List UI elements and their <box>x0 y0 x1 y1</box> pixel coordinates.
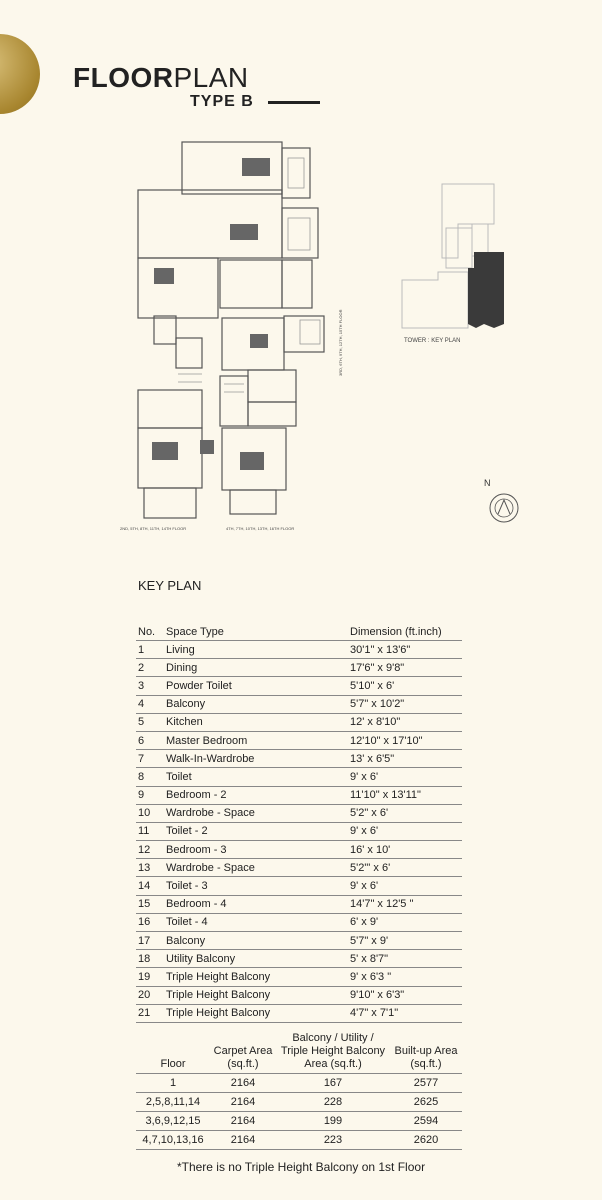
room-space-type: Master Bedroom <box>164 731 348 749</box>
gold-circle-decoration <box>0 34 40 114</box>
col-carpet-area: Carpet Area (sq.ft.) <box>210 1030 276 1074</box>
room-dimension: 14'7" x 12'5 " <box>348 895 462 913</box>
room-number: 19 <box>136 968 164 986</box>
room-space-type: Toilet - 4 <box>164 913 348 931</box>
room-space-type: Bedroom - 4 <box>164 895 348 913</box>
room-dimension: 9' x 6' <box>348 822 462 840</box>
table-row <box>136 786 462 804</box>
room-number: 10 <box>136 804 164 822</box>
area-table <box>136 1030 462 1150</box>
rooms-table-header <box>136 624 462 641</box>
builtup-area-cell: 2620 <box>390 1131 462 1150</box>
col-balcony-area: Balcony / Utility / Triple Height Balcony Area (sq.ft.) <box>276 1030 390 1074</box>
table-row <box>136 659 462 677</box>
room-dimension: 9' x 6' <box>348 877 462 895</box>
tower-key-plan <box>398 178 518 348</box>
subtitle-underline <box>268 101 320 104</box>
key-plan-heading: KEY PLAN <box>138 578 202 593</box>
key-plan-caption: TOWER : KEY PLAN <box>404 338 461 344</box>
room-dimension: 9' x 6' <box>348 768 462 786</box>
table-row <box>136 731 462 749</box>
room-space-type: Balcony <box>164 695 348 713</box>
balcony-area-cell: 228 <box>276 1093 390 1112</box>
page-title <box>73 62 249 94</box>
room-dimension: 17'6" x 9'8" <box>348 659 462 677</box>
title-light: PLAN <box>173 62 249 93</box>
room-number: 13 <box>136 859 164 877</box>
room-space-type: Utility Balcony <box>164 950 348 968</box>
col-floor: Floor <box>136 1030 210 1074</box>
table-row <box>136 859 462 877</box>
room-dimension: 30'1" x 13'6" <box>348 641 462 659</box>
room-space-type: Bedroom - 2 <box>164 786 348 804</box>
room-space-type: Kitchen <box>164 713 348 731</box>
room-number: 4 <box>136 695 164 713</box>
room-dimension: 5'2" x 6' <box>348 804 462 822</box>
room-number: 16 <box>136 913 164 931</box>
table-row <box>136 895 462 913</box>
room-number: 7 <box>136 750 164 768</box>
room-dimension: 13' x 6'5" <box>348 750 462 768</box>
north-compass-icon <box>478 478 526 528</box>
carpet-area-cell: 2164 <box>210 1112 276 1131</box>
room-number: 9 <box>136 786 164 804</box>
room-dimension: 9' x 6'3 " <box>348 968 462 986</box>
room-number: 2 <box>136 659 164 677</box>
room-space-type: Bedroom - 3 <box>164 841 348 859</box>
balcony-area-cell: 223 <box>276 1131 390 1150</box>
room-space-type: Wardrobe - Space <box>164 804 348 822</box>
col-space-type: Space Type <box>164 624 348 641</box>
carpet-area-cell: 2164 <box>210 1074 276 1093</box>
table-row <box>136 768 462 786</box>
balcony-area-cell: 167 <box>276 1074 390 1093</box>
col-dimension: Dimension (ft.inch) <box>348 624 462 641</box>
room-space-type: Dining <box>164 659 348 677</box>
page-subtitle: TYPE B <box>190 93 254 110</box>
floor-cell: 1 <box>136 1074 210 1093</box>
room-space-type: Toilet - 3 <box>164 877 348 895</box>
room-space-type: Toilet <box>164 768 348 786</box>
compass-label: N <box>484 478 491 488</box>
room-dimension: 5' x 8'7" <box>348 950 462 968</box>
table-row <box>136 1004 462 1022</box>
col-builtup-area: Built-up Area (sq.ft.) <box>390 1030 462 1074</box>
plan-label-left: 2ND, 5TH, 8TH, 11TH, 14TH FLOOR <box>120 526 187 531</box>
rooms-table <box>136 624 462 1023</box>
table-row <box>136 677 462 695</box>
table-row <box>136 932 462 950</box>
floor-plan-drawing <box>120 138 360 538</box>
carpet-area-cell: 2164 <box>210 1131 276 1150</box>
title-bold: FLOOR <box>73 62 174 93</box>
table-row <box>136 1131 462 1150</box>
room-number: 15 <box>136 895 164 913</box>
room-number: 20 <box>136 986 164 1004</box>
table-row <box>136 968 462 986</box>
room-dimension: 6' x 9' <box>348 913 462 931</box>
room-dimension: 5'10" x 6' <box>348 677 462 695</box>
room-number: 17 <box>136 932 164 950</box>
table-row <box>136 695 462 713</box>
room-dimension: 5'7" x 9' <box>348 932 462 950</box>
table-row <box>136 641 462 659</box>
room-dimension: 5'7" x 10'2" <box>348 695 462 713</box>
room-dimension: 9'10" x 6'3" <box>348 986 462 1004</box>
room-space-type: Powder Toilet <box>164 677 348 695</box>
room-dimension: 11'10" x 13'11" <box>348 786 462 804</box>
floor-cell: 2,5,8,11,14 <box>136 1093 210 1112</box>
room-space-type: Balcony <box>164 932 348 950</box>
table-row <box>136 841 462 859</box>
table-row <box>136 822 462 840</box>
footnote: *There is no Triple Height Balcony on 1st Floor <box>176 1160 426 1174</box>
room-number: 8 <box>136 768 164 786</box>
room-dimension: 12' x 8'10" <box>348 713 462 731</box>
table-row <box>136 950 462 968</box>
plan-label-side: 3RD, 6TH, 9TH, 12TH, 15TH FLOOR <box>338 309 343 376</box>
room-space-type: Triple Height Balcony <box>164 968 348 986</box>
table-row <box>136 750 462 768</box>
room-number: 5 <box>136 713 164 731</box>
builtup-area-cell: 2577 <box>390 1074 462 1093</box>
room-space-type: Walk-In-Wardrobe <box>164 750 348 768</box>
room-number: 21 <box>136 1004 164 1022</box>
room-space-type: Toilet - 2 <box>164 822 348 840</box>
room-number: 1 <box>136 641 164 659</box>
room-dimension: 4'7" x 7'1" <box>348 1004 462 1022</box>
room-number: 3 <box>136 677 164 695</box>
table-row <box>136 1093 462 1112</box>
room-number: 11 <box>136 822 164 840</box>
table-row <box>136 1074 462 1093</box>
carpet-area-cell: 2164 <box>210 1093 276 1112</box>
room-dimension: 12'10" x 17'10" <box>348 731 462 749</box>
table-row <box>136 804 462 822</box>
area-table-header <box>136 1030 462 1074</box>
floor-cell: 3,6,9,12,15 <box>136 1112 210 1131</box>
builtup-area-cell: 2625 <box>390 1093 462 1112</box>
room-number: 18 <box>136 950 164 968</box>
table-row <box>136 877 462 895</box>
room-number: 12 <box>136 841 164 859</box>
room-number: 14 <box>136 877 164 895</box>
builtup-area-cell: 2594 <box>390 1112 462 1131</box>
room-space-type: Triple Height Balcony <box>164 986 348 1004</box>
plan-label-bottom: 4TH, 7TH, 10TH, 13TH, 16TH FLOOR <box>226 526 295 531</box>
col-no: No. <box>136 624 164 641</box>
room-dimension: 16' x 10' <box>348 841 462 859</box>
table-row <box>136 713 462 731</box>
room-dimension: 5'2"' x 6' <box>348 859 462 877</box>
floor-cell: 4,7,10,13,16 <box>136 1131 210 1150</box>
room-space-type: Triple Height Balcony <box>164 1004 348 1022</box>
table-row <box>136 913 462 931</box>
room-number: 6 <box>136 731 164 749</box>
table-row <box>136 986 462 1004</box>
room-space-type: Wardrobe - Space <box>164 859 348 877</box>
table-row <box>136 1112 462 1131</box>
balcony-area-cell: 199 <box>276 1112 390 1131</box>
room-space-type: Living <box>164 641 348 659</box>
